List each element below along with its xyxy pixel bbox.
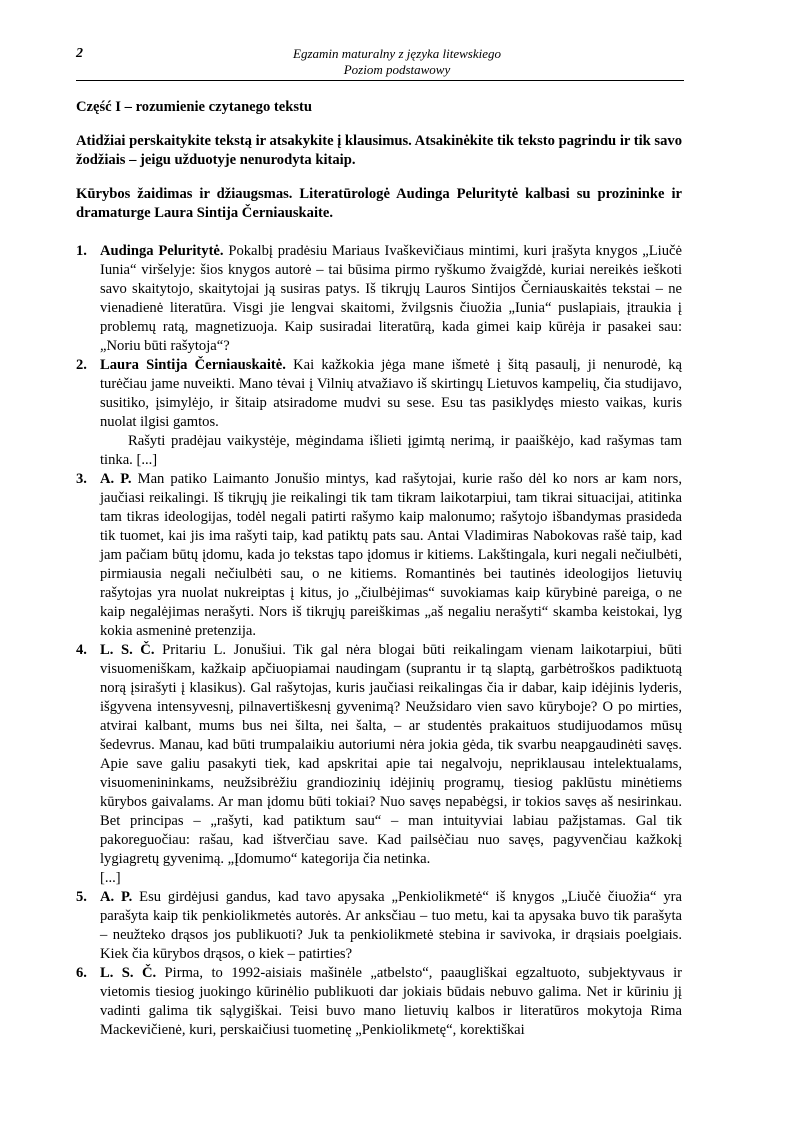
interview-item: [76, 964, 682, 1040]
speaker-name: A. P.: [100, 889, 133, 905]
item-paragraph: [100, 356, 682, 432]
speaker-name: Laura Sintija Černiauskaitė.: [100, 357, 286, 373]
paragraph-text: Esu girdėjusi gandus, kad tavo apysaka „Penkiolikmetė“ iš knygos „Liučė čiuožia“ yra parašyta kaip tik penkiolikmetės autorės. Ar anksčiau – tuo metu, kai ta apysaka buvo tik parašyta – neužteko drąsos jos publikuoti? Juk ta penkiolikmetė stebina ir savivoka, ir drąsiais poelgiais. Kiek čia kūrybos drąsos, o kiek – patirties?: [100, 889, 682, 962]
section-title: Część I – rozumienie czytanego tekstu: [76, 99, 313, 115]
interview-item: [76, 888, 682, 964]
item-number: 1.: [76, 243, 87, 259]
speaker-name: L. S. Č.: [100, 965, 157, 981]
interview-item: [76, 356, 682, 470]
paragraph-text: Pokalbį pradėsiu Mariaus Ivaškevičiaus mintimi, kuri įrašyta knygos „Liučė Iunia“ viršelyje: šios knygos autorė – tai būsima pirmo ryškumo žvaigždė, kuriai nereikės ieškoti savo skaitytojo, skaitytojai ją susiras patys. Iš tikrųjų Lauros Sintijos Černiauskaitės tekstai – ne vienadienė literatūra. Visgi jie lengvai skaitomi, žvilgsnis čiuožia „Iunia“ puslapiais, įtraukia į problemų ratą, magnetizuoja. Kaip susiradai literatūrą, kada gimei kaip kūrėja ir pasakei sau: „Noriu būti rašytoja“?: [100, 243, 682, 354]
item-paragraph: [100, 964, 682, 1040]
page-number: 2: [76, 46, 83, 61]
speaker-name: L. S. Č.: [100, 642, 155, 658]
paragraph-text: Rašyti pradėjau vaikystėje, mėgindama išlieti įgimtą nerimą, ir paaiškėjo, kad rašymas tam tinka. [...]: [100, 433, 682, 468]
paragraph-text: Pirma, to 1992-aisiais mašinėle „atbelsto“, paaugliškai egzaltuoto, subjektyvaus ir vietomis tiesiog juokingo kūrinėlio publikuoti dar jokiais būdais nebuvo galima. Net ir kūriniu jį vadinti galima tik sąlygiškai. Teisi buvo mano lietuvių kalbos ir literatūros mokytoja Rima Mackevičienė, kuri, perskaičiusi tuometinę „Penkiolikmetę“, korektiškai: [100, 965, 682, 1038]
item-number: 2.: [76, 357, 87, 373]
paragraph-text: Pritariu L. Jonušiui. Tik gal nėra blogai būti reikalingam vienam laikotarpiui, būti visuomeniškam, kažkaip apčiuopiamai naudingam (suprantu ir tą slaptą, garbėtroškos padiktuotą norą įsirašyti į klasikus). Gal rašytojas, kuris jaučiasi reikalingas čia ir dabar, kaip idėjinis lyderis, išgyvena intensyvesnį, pilnavertiškesnį gyvenimą? Neužsidaro vien savo kūryboje? O po mirties, atvirai kalbant, mums bus nei šilta, nei šalta, – ar studentės prakaituos studijuodamos mūsų šedevrus. Manau, kad būti trumpalaikiu autoriumi nėra jokia gėda, tik svarbu neapgaudinėti savęs. Apie save galiu pasakyti tiek, kad apskritai apie tai negalvoju, nepriklausau intelektualams, visuomenininkams, neužsibrėžiu grandiozinių idėjinių programų, tiesiog paklūstu minėtiems kūrybos gaivalams. Ar man įdomu būti tokiai? Nuo savęs nepabėgsi, ir tokios savęs aš nesirinkau. Bet principas – „rašyti, kad patiktum sau“ – man intuityviai labiau pažįstamas. Gal tik pakoreguočiau: rašau, kad ištverčiau save. Kad pailsėčiau nuo savęs, pagyvenčiau kažkokį lygiagretų gyvenimą. „Įdomumo“ kategorija čia netinka.: [100, 642, 682, 867]
article-intro: Kūrybos žaidimas ir džiaugsmas. Literatūrologė Audinga Peluritytė kalbasi su prozininke ir dramaturge Laura Sintija Černiauskaite.: [76, 186, 682, 221]
speaker-name: Audinga Peluritytė.: [100, 243, 224, 259]
paragraph-text: Man patiko Laimanto Jonušio mintys, kad rašytojai, kurie rašo dėl ko nors ar kam nors, jaučiasi reikalingi. Iš tikrųjų jie reikalingi tik tam tikram laikotarpiui, tam tikrai situacijai, atitinka tam tikras ideologijas, todėl negali patirti rašymo kaip malonumo; rašytojo išbandymas prasideda tik tuomet, kai jis ima rašyti taip, kad patiktų pats sau. Antai Vladimiras Nabokovas rašė taip, kad jam pačiam būtų įdomu, kada jo tekstas tapo įdomus ir kitiems. Lakštingala, kuri negali nečiulbėti, pirmiausia negali nečiulbėti sau, o ne kitiems. Romantinės bei tautinės ideologijos lietuvių rašytojas yra nuolat nukreiptas į kitus, jo „čiulbėjimas“ suvokiamas kaip kūrybinė pareiga, o ne kaip negalėjimas nerašyti. Nors iš tikrųjų pareiškimas „aš negaliu nerašyti“ skamba keistokai, lyg kokia asmeninė pretenzija.: [100, 471, 682, 639]
item-paragraph: [100, 869, 682, 888]
interview-item: [76, 242, 682, 356]
running-header: [0, 46, 794, 78]
header-exam-title: Egzamin maturalny z języka litewskiego: [293, 46, 501, 61]
item-number: 4.: [76, 642, 87, 658]
item-paragraph: [100, 641, 682, 869]
item-number: 3.: [76, 471, 87, 487]
item-paragraph: [100, 888, 682, 964]
speaker-name: A. P.: [100, 471, 132, 487]
header-rule: [76, 80, 684, 81]
interview-item: [76, 641, 682, 888]
header-level: Poziom podstawowy: [343, 62, 451, 77]
paragraph-text: Kai kažkokia jėga mane išmetė į šitą pasaulį, ji nenurodė, ką turėčiau jame nuveikti. Mano tėvai į Vilnių atvažiavo iš skirtingų Lietuvos kampelių, čia studijavo, susitiko, įsimylėjo, ir šitaip atsiradome mudvi su sese. Esu tas pasiklydęs miesto vaikas, kuris nuolat ilgisi gamtos.: [100, 357, 682, 430]
item-paragraph: [100, 470, 682, 641]
item-paragraph: [100, 242, 682, 356]
item-number: 6.: [76, 965, 87, 981]
page-content: [76, 98, 682, 1040]
interview-item: [76, 470, 682, 641]
item-paragraph: [100, 432, 682, 470]
paragraph-text: [...]: [100, 870, 121, 886]
item-number: 5.: [76, 889, 87, 905]
instructions: Atidžiai perskaitykite tekstą ir atsakykite į klausimus. Atsakinėkite tik teksto pagrindu ir tik savo žodžiais – jeigu užduotyje nenurodyta kitaip.: [76, 133, 682, 168]
interview-list: [76, 242, 682, 1040]
